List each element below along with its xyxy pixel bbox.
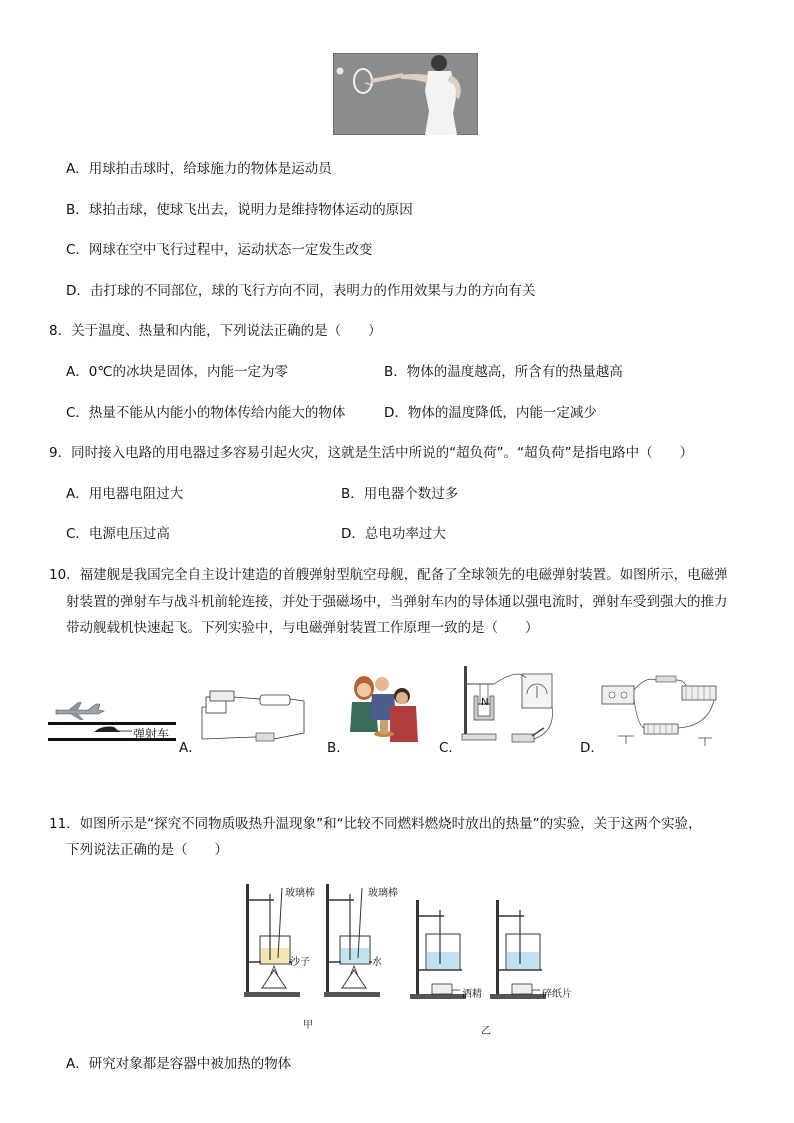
q10-figure-d xyxy=(598,666,728,748)
q10-option-b-letter: B． xyxy=(327,740,350,756)
sand-label: 沙子 xyxy=(290,957,310,968)
q8-option-a: A．0℃的冰块是固体，内能一定为零 xyxy=(66,364,288,380)
q10-stem-line-1: 10．福建舰是我国完全自主设计建造的首艘弹射型航空母舰，配备了全球领先的电磁弹射装置。如图所示，电磁弹 xyxy=(49,567,728,583)
q8-option-b: B．物体的温度越高，所含有的热量越高 xyxy=(384,364,623,380)
glass-rod-label-2: 玻璃棒 xyxy=(368,888,398,899)
q11-stem-line-1: 11．如图所示是“探究不同物质吸热升温现象”和“比较不同燃料燃烧时放出的热量”的实验，关于这两个实验， xyxy=(49,816,702,832)
q7-option-a: A．用球拍击球时，给球施力的物体是运动员 xyxy=(66,161,332,177)
q10-stem-line-2: 射装置的弹射车与战斗机前轮连接，并处于强磁场中，当弹射车内的导体通以强电流时，弹射车受到强大的推力 xyxy=(66,594,728,610)
q7-option-b: B．球拍击球，使球飞出去，说明力是维持物体运动的原因 xyxy=(66,202,413,218)
q10-figure-c xyxy=(458,664,558,750)
q8-option-c: C．热量不能从内能小的物体传给内能大的物体 xyxy=(66,405,346,421)
glass-rod-label-1: 玻璃棒 xyxy=(285,888,315,899)
q9-stem: 9．同时接入电路的用电器过多容易引起火灾，这就是生活中所说的“超负荷”。“超负荷”是指电路中（ ） xyxy=(49,445,694,461)
paper-label: 碎纸片 xyxy=(542,989,572,1000)
q9-option-c: C．电源电压过高 xyxy=(66,526,170,542)
catapult-label: 弹射车 xyxy=(133,727,170,741)
q10-figure-b xyxy=(348,672,420,748)
alcohol-label: 酒精 xyxy=(462,989,482,1000)
q9-option-d: D．总电功率过大 xyxy=(341,526,446,542)
q10-option-c-letter: C． xyxy=(439,740,462,756)
tennis-photo xyxy=(333,53,478,135)
water-label: 水 xyxy=(372,957,382,968)
figure-yi-label: 乙 xyxy=(481,1026,491,1037)
q7-option-c: C．网球在空中飞行过程中，运动状态一定发生改变 xyxy=(66,242,373,258)
q8-stem: 8．关于温度、热量和内能，下列说法正确的是（ ） xyxy=(49,323,382,339)
q10-option-a-letter: A． xyxy=(179,740,202,756)
q7-option-d: D．击打球的不同部位，球的飞行方向不同，表明力的作用效果与力的方向有关 xyxy=(66,283,536,299)
figure-jia-label: 甲 xyxy=(303,1020,313,1031)
q9-option-a: A．用电器电阻过大 xyxy=(66,486,184,502)
magnet-n-label: N xyxy=(481,697,489,708)
q10-stem-line-3: 带动舰载机快速起飞。下列实验中，与电磁弹射装置工作原理一致的是（ ） xyxy=(66,620,539,636)
q9-option-b: B．用电器个数过多 xyxy=(341,486,459,502)
q11-option-a: A．研究对象都是容器中被加热的物体 xyxy=(66,1056,292,1072)
q8-option-d: D．物体的温度降低，内能一定减少 xyxy=(384,405,597,421)
q10-option-d-letter: D． xyxy=(580,740,604,756)
q11-stem-line-2: 下列说法正确的是（ ） xyxy=(66,842,228,858)
q10-figure-a xyxy=(196,683,308,745)
